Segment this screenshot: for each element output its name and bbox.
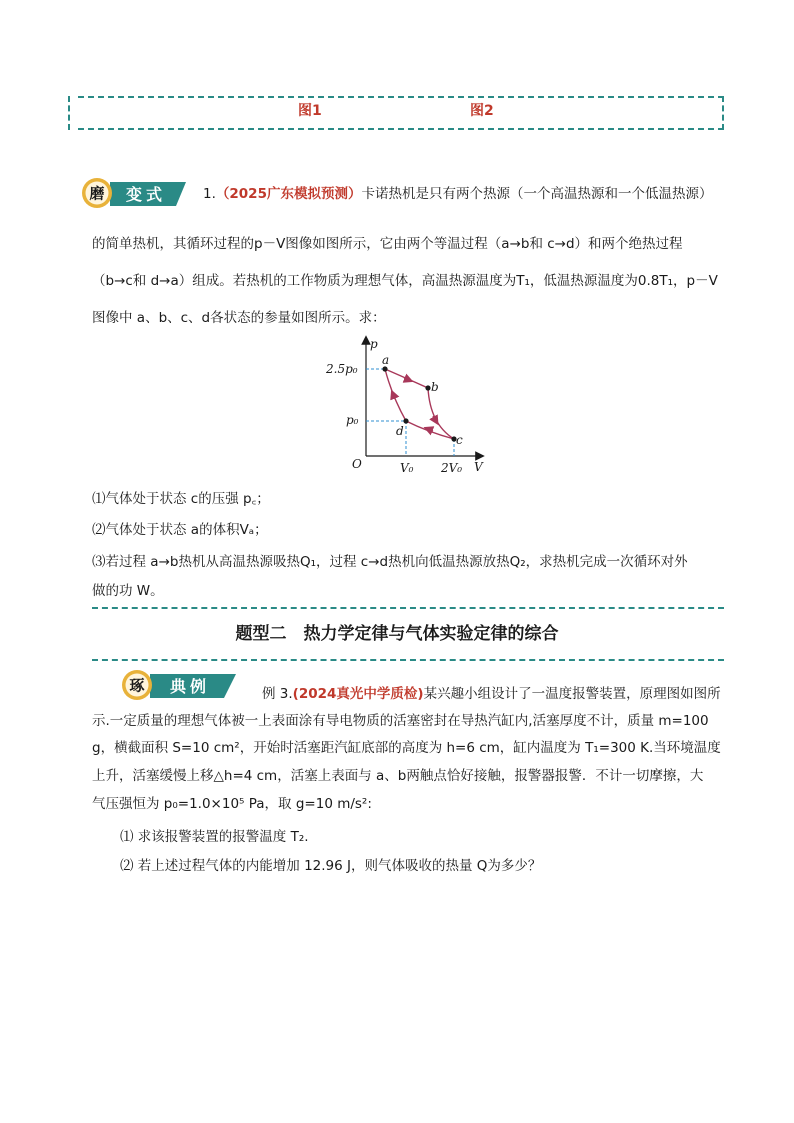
figure-2-label: 图2 [470,103,494,119]
label-d: d [396,424,404,438]
x-tick-v0: V₀ [400,461,414,475]
badge-round-char: 琢 [129,676,145,695]
figure-1-label: 图1 [298,103,322,119]
section-title: 题型二 热力学定律与气体实验定律的综合 [235,624,559,644]
label-c: c [456,433,463,447]
source-paren: ） [347,186,362,202]
example-prefix: 例 3. [262,686,293,702]
example-question-1: ⑴ 求该报警装置的报警温度 T₂. [120,829,309,845]
question-3-line-2: 做的功 W。 [92,583,164,599]
badge-round-char: 磨 [89,184,105,203]
example-intro: 某兴趣小组设计了一温度报警装置，原理图如图所 [423,686,721,702]
badge-label: 变式 [125,185,167,204]
badge-label: 典例 [169,677,211,696]
question-1: ⑴气体处于状态 c的压强 p꜀； [92,491,270,507]
example-question-2: ⑵ 若上述过程气体的内能增加 12.96 J，则气体吸收的热量 Q为多少？ [120,858,542,874]
problem-source: 2025广东模拟预测 [229,186,348,202]
example-3-line-3: g，横截面积 S=10 cm²，开始时活塞距汽缸底部的高度为 h=6 cm，缸内温度为 T₁=300 K.当环境温度 [92,740,721,756]
variant-badge [80,176,190,210]
y-tick-low: p₀ [346,413,359,427]
problem-intro: 卡诺热机是只有两个热源（一个高温热源和一个低温热源） [361,186,713,202]
arrow-ab [404,378,409,380]
problem-number: 1. [203,186,216,202]
problem-1-line-4: 图像中 a、b、c、d各状态的参量如图所示。求： [92,310,386,326]
example-3-line-5: 气压强恒为 p₀=1.0×10⁵ Pa，取 g=10 m/s²: [92,796,372,812]
point-b [425,385,430,390]
section-divider-bottom [92,659,724,661]
label-b: b [431,380,439,394]
x-axis-label: V [474,460,483,474]
example-3-line-2: 示.一定质量的理想气体被一上表面涂有导电物质的活塞密封在导热汽缸内,活塞厚度不计，质量 m=100 [92,713,709,729]
example-badge [120,668,240,702]
question-2: ⑵气体处于状态 a的体积Vₐ； [92,522,268,538]
figure-caption-box [68,96,724,130]
pv-graph [320,334,490,476]
point-d [403,418,408,423]
problem-1-line-3: （b→c和 d→a）组成。若热机的工作物质为理想气体，高温热源温度为T₁，低温热源温度为0.8T₁，p－V [92,273,718,289]
question-3-line-1: ⑶若过程 a→b热机从高温热源吸热Q₁，过程 c→d热机向低温热源放热Q₂，求热机完成一次循环对外 [92,554,688,570]
arrow-da [393,394,395,399]
x-tick-2v0: 2V₀ [441,461,463,475]
point-a [382,366,387,371]
origin-label: O [352,457,362,471]
example-3-line-4: 上升，活塞缓慢上移△h=4 cm，活塞上表面与 a、b两触点恰好接触，报警器报警．不计一切摩擦，大 [92,768,704,784]
guide-lines [366,369,454,456]
y-tick-high: 2.5p₀ [326,362,358,376]
source-paren: （ [215,186,230,202]
section-divider-top [92,607,724,609]
problem-1-line-2: 的简单热机，其循环过程的p－V图像如图所示，它由两个等温过程（a→b和 c→d）和两个绝热过程 [92,236,683,252]
label-a: a [382,353,390,367]
example-source: (2024真光中学质检) [292,686,424,702]
example-3-first-line [262,684,721,704]
y-axis-label: p [370,337,378,351]
problem-1-first-line [203,184,712,204]
